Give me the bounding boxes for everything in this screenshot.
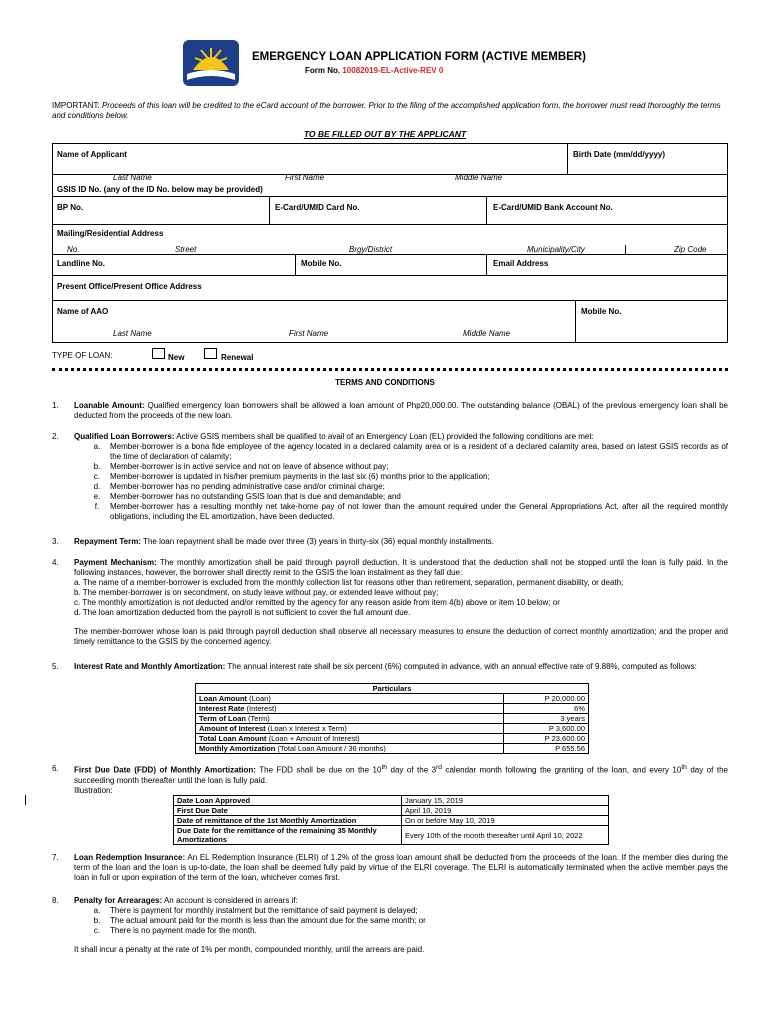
term-8 <box>52 896 728 955</box>
term-2-item: d. Member-borrower has no pending administrative case and/or criminal charge; <box>93 482 385 491</box>
bp-no-label: BP No. <box>57 203 84 212</box>
address-brgy-label: Brgy/District <box>349 245 393 254</box>
term-2-item: a. Member-borrower is a bona fide employee of the agency located in a declared calamity area or is a resident of a declared calamity area, based on latest GSIS records as of the time of declaration of calamity; <box>93 442 728 461</box>
table-row: Term of Loan (Term) 3 years <box>196 714 589 724</box>
table-row: Date of remittance of the 1st Monthly Amortization On or before May 10, 2019 <box>174 816 609 826</box>
applicant-last-name-label: Last Name <box>113 173 152 182</box>
form-title: EMERGENCY LOAN APPLICATION FORM (ACTIVE MEMBER) <box>252 51 586 63</box>
text-cursor <box>25 795 26 805</box>
table-row: Interest Rate (Interest) 6% <box>196 704 589 714</box>
mailing-address-label: Mailing/Residential Address <box>57 229 164 238</box>
term-1-text: Qualified emergency loan borrowers shall be allowed a loan amount of Php20,000.00. The outstanding balance (OBAL) of the previous emergency loan shall be deducted from the proceeds of the new loan. <box>74 401 729 420</box>
due-date-table <box>173 795 609 845</box>
term-2 <box>52 432 728 522</box>
important-label: IMPORTANT: <box>52 101 100 110</box>
term-3-heading: Repayment Term: <box>74 537 141 546</box>
row-id-numbers <box>53 197 727 225</box>
table-row: Date Loan Approved January 15, 2019 <box>174 796 609 806</box>
loan-type-label: TYPE OF LOAN: <box>52 351 113 360</box>
section-divider <box>52 368 728 372</box>
term-1-heading: Loanable Amount: <box>74 401 145 410</box>
table-row: Monthly Amortization (Total Loan Amount / 36 months) P 655.56 <box>196 744 589 754</box>
table-row: Loan Amount (Loan) P 20,000.00 <box>196 694 589 704</box>
term-5-heading: Interest Rate and Monthly Amortization: <box>74 662 226 671</box>
term-4-line: c. The monthly amortization is not deducted and/or remitted by the agency for any reason aside from item 4(b) above or item 10 below; or <box>74 598 560 607</box>
term-3-text: The loan repayment shall be made over three (3) years in thirty-six (36) equal monthly installments. <box>140 537 494 546</box>
table-row: Amount of Interest (Loan x Interest x Term) P 3,600.00 <box>196 724 589 734</box>
term-8-item: b. The actual amount paid for the month is less than the amount due for the same month; or <box>93 916 426 925</box>
ecard-bank-label: E-Card/UMID Bank Account No. <box>493 203 613 212</box>
term-6-heading: First Due Date (FDD) of Monthly Amortization: <box>74 765 256 775</box>
row-contact <box>53 255 727 276</box>
term-2-item: c. Member-borrower is updated in his/her premium payments in the last six (6) months prior to the application; <box>93 472 490 481</box>
birth-date-label: Birth Date (mm/dd/yyyy) <box>573 150 666 159</box>
term-8-item: c. There is no payment made for the month. <box>93 926 257 935</box>
term-3-number: 3. <box>52 537 59 546</box>
term-7-text: An EL Redemption Insurance (ELRI) of 1.2% of the gross loan amount shall be deducted from the proceeds of the loan. If the member dies during the term of the loan and the loan is up-to-date, the loan shall be deemed fully paid by virtue of the ELRI coverage. The ELRI is automatically terminated when the active member pays the loan in full or upon expiration of the term of the loan, whichever comes first. <box>74 853 728 882</box>
term-2-item: e. Member-borrower has no outstanding GSIS loan that is due and demandable; and <box>93 492 401 501</box>
table-row: First Due Date April 10, 2019 <box>174 806 609 816</box>
renewal-loan-checkbox[interactable] <box>204 348 217 359</box>
landline-label: Landline No. <box>57 259 105 268</box>
row-address-parts <box>53 245 727 255</box>
applicant-section-title: TO BE FILLED OUT BY THE APPLICANT <box>303 129 467 139</box>
form-number-value: 10082019-EL-Active-REV 0 <box>342 66 444 75</box>
new-loan-label: New <box>168 353 185 362</box>
row-gsis-id <box>53 185 727 197</box>
table-row: Due Date for the remittance of the remaining 35 Monthly Amortizations Every 10th of the month thereafter until April 10, 2022 <box>174 826 609 845</box>
term-8-paragraph: It shall incur a penalty at the rate of 1% per month, compounded monthly, until the arrears are paid. <box>74 945 425 954</box>
ecard-no-label: E-Card/UMID Card No. <box>275 203 360 212</box>
term-5 <box>52 662 728 672</box>
amortization-table-header: Particulars <box>196 684 589 694</box>
term-8-item: a. There is payment for monthly instalment but the remittance of said payment is delayed; <box>93 906 418 915</box>
gsis-id-label: GSIS ID No. (any of the ID No. below may be provided) <box>57 185 263 194</box>
term-4 <box>52 558 728 647</box>
mobile-label: Mobile No. <box>301 259 342 268</box>
term-2-text: Active GSIS members shall be qualified to avail of an Emergency Loan (EL) provided the following conditions are met: <box>174 432 594 441</box>
address-no-label: No. <box>67 245 80 254</box>
illustration-label: Illustration: <box>74 785 113 795</box>
email-label: Email Address <box>493 259 549 268</box>
term-7-heading: Loan Redemption Insurance: <box>74 853 186 862</box>
terms-title: TERMS AND CONDITIONS <box>335 378 435 387</box>
aao-last-name-label: Last Name <box>113 329 152 338</box>
address-municipality-label: Municipality/City <box>527 245 585 254</box>
term-2-item: f. Member-borrower has a resulting monthly net take-home pay of not lower than the amount required under the General Appropriations Act, after all the required monthly obligations, including the EL amortization, have been deducted. <box>94 502 728 521</box>
term-2-number: 2. <box>52 432 59 441</box>
term-8-number: 8. <box>52 896 59 905</box>
applicant-middle-name-label: Middle Name <box>455 173 503 182</box>
term-8-text: An account is considered in arrears if: <box>162 896 298 905</box>
aao-name-label: Name of AAO <box>57 307 109 316</box>
term-2-heading: Qualified Loan Borrowers: <box>74 432 175 441</box>
applicant-form <box>52 143 728 343</box>
address-zip-label: Zip Code <box>674 245 707 254</box>
term-7 <box>52 853 728 883</box>
term-4-heading: Payment Mechanism: <box>74 558 157 567</box>
term-6-number: 6. <box>52 764 59 773</box>
term-1-number: 1. <box>52 401 59 410</box>
form-number-label: Form No. <box>305 66 341 75</box>
amortization-table <box>195 683 589 754</box>
term-2-item: b. Member-borrower is in active service and not on leave of absence without pay; <box>93 462 389 471</box>
new-loan-checkbox[interactable] <box>152 348 165 359</box>
applicant-first-name-label: First Name <box>285 173 325 182</box>
term-4-line: b. The member-borrower is on secondment, on study leave without pay, or extended leave without pay; <box>74 588 439 597</box>
table-row: Total Loan Amount (Loan + Amount of Interest) P 23,600.00 <box>196 734 589 744</box>
term-5-number: 5. <box>52 662 59 671</box>
term-8-heading: Penalty for Arrearages: <box>74 896 163 905</box>
term-4-text: The monthly amortization shall be paid through payroll deduction. It is understood that the deduction shall not be stopped until the loan is fully paid. In the following instances, however, the borrower shall directly remit to the GSIS the loan instalment as they fall due: <box>74 558 728 577</box>
term-6: 6. First Due Date (FDD) of Monthly Amortization: The FDD shall be due on the 10th day of the 3rd calendar month following the granting of the loan, and every 10th day of the succeeding month thereafter until the loan is fully paid. Illustration: <box>52 764 729 795</box>
important-notice <box>52 101 728 121</box>
row-aao <box>53 301 727 343</box>
aao-middle-name-label: Middle Name <box>463 329 511 338</box>
office-address-label: Present Office/Present Office Address <box>57 282 202 291</box>
address-street-label: Street <box>175 245 197 254</box>
row-office-address <box>53 276 727 301</box>
renewal-loan-label: Renewal <box>221 353 254 362</box>
term-1 <box>52 401 728 421</box>
loan-type-row <box>52 351 112 361</box>
name-of-applicant-label: Name of Applicant <box>57 150 127 159</box>
term-4-paragraph: The member-borrower whose loan is paid through payroll deduction shall observe all necessary measures to ensure the deduction of correct monthly amortization; and the proper and timely remittance to the GSIS by the concerned agency. <box>74 627 728 646</box>
term-4-number: 4. <box>52 558 59 567</box>
aao-first-name-label: First Name <box>289 329 329 338</box>
term-4-line: d. The loan amortization deducted from the payroll is not sufficient to cover the full amount due. <box>74 608 411 617</box>
term-4-line: a. The name of a member-borrower is excluded from the monthly collection list for reasons other than retirement, separation, permanent disability, or death; <box>74 578 624 587</box>
gsis-logo <box>183 40 239 86</box>
important-text: Proceeds of this loan will be credited to the eCard account of the borrower. Prior to the filing of the accomplished application form, the borrower must read thoroughly the terms and conditions below. <box>52 101 721 120</box>
term-3 <box>52 537 728 547</box>
aao-mobile-label: Mobile No. <box>581 307 622 316</box>
form-number <box>305 66 443 76</box>
row-applicant-name <box>53 144 727 182</box>
term-7-number: 7. <box>52 853 59 862</box>
term-5-text: The annual interest rate shall be six percent (6%) computed in advance, with an annual effective rate of 9.88%, computed as follows: <box>225 662 697 671</box>
